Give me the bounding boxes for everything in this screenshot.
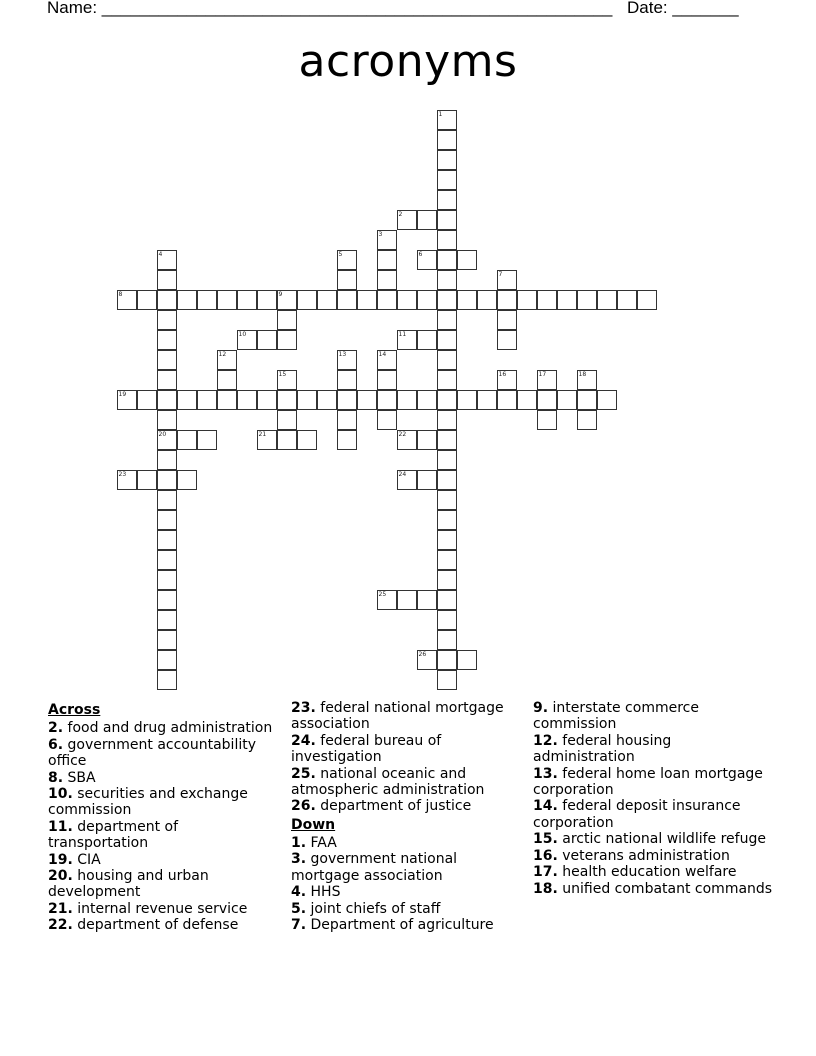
grid-cell[interactable] [457,250,477,270]
clue-text: federal bureau of investigation [291,732,442,766]
name-field[interactable]: Name: ______________________________________________________ [47,0,613,17]
grid-cell[interactable] [377,390,397,410]
grid-cell[interactable] [297,290,317,310]
clue-down-17 [533,864,773,880]
grid-cell[interactable] [377,590,397,610]
clue-text: housing and urban development [48,868,209,901]
grid-cell[interactable] [217,350,237,370]
clue-number: 21. [48,900,73,917]
grid-cell[interactable] [157,310,177,330]
grid-cell[interactable] [337,410,357,430]
grid-cell[interactable] [277,410,297,430]
clue-number: 14. [533,798,558,815]
grid-cell[interactable] [257,390,277,410]
grid-cell[interactable] [337,270,357,290]
grid-cell[interactable] [437,570,457,590]
grid-cell[interactable] [157,510,177,530]
cell-number: 8 [118,290,123,298]
grid-cell[interactable] [157,630,177,650]
cell-number: 20 [158,430,167,438]
cell-number: 14 [378,350,387,358]
grid-cell[interactable] [417,250,437,270]
clue-down-1 [291,835,523,851]
grid-cell[interactable] [637,290,657,310]
grid-cell[interactable] [117,290,137,310]
grid-cell[interactable] [537,370,557,390]
grid-cell[interactable] [437,230,457,250]
clue-text: securities and exchange commission [48,786,248,819]
grid-cell[interactable] [377,250,397,270]
grid-cell[interactable] [417,390,437,410]
grid-cell[interactable] [437,450,457,470]
grid-cell[interactable] [157,650,177,670]
grid-cell[interactable] [337,250,357,270]
cell-number: 9 [278,290,283,298]
grid-cell[interactable] [417,430,437,450]
clue-text: federal home loan mortgage corporation [533,765,763,798]
grid-cell[interactable] [437,150,457,170]
clue-down-5 [291,901,523,917]
grid-cell[interactable] [577,290,597,310]
grid-cell[interactable] [217,370,237,390]
grid-cell[interactable] [157,330,177,350]
grid-cell[interactable] [157,350,177,370]
grid-cell[interactable] [257,290,277,310]
grid-cell[interactable] [117,470,137,490]
cell-number: 12 [218,350,227,358]
grid-cell[interactable] [437,170,457,190]
grid-cell[interactable] [417,470,437,490]
down-heading: Down [291,816,336,833]
clue-number: 18. [533,880,558,897]
grid-cell[interactable] [157,270,177,290]
grid-cell[interactable] [157,430,177,450]
clue-number: 15. [533,831,558,848]
cell-number: 10 [238,330,247,338]
grid-cell[interactable] [317,390,337,410]
grid-cell[interactable] [117,390,137,410]
clue-text: health education welfare [562,864,737,881]
grid-cell[interactable] [277,390,297,410]
grid-cell[interactable] [437,330,457,350]
clue-number: 5. [291,900,307,917]
grid-cell[interactable] [377,370,397,390]
clues-column-3 [533,700,773,897]
grid-cell[interactable] [277,430,297,450]
cell-number: 22 [398,430,407,438]
clue-text: government accountability office [48,736,256,770]
grid-cell[interactable] [437,610,457,630]
grid-cell[interactable] [337,370,357,390]
grid-cell[interactable] [157,670,177,690]
clue-across-2 [48,720,278,736]
grid-cell[interactable] [437,270,457,290]
grid-cell[interactable] [157,470,177,490]
clue-text: department of transportation [48,818,179,852]
grid-cell[interactable] [337,290,357,310]
grid-cell[interactable] [617,290,637,310]
clue-text: unified combatant commands [562,880,773,897]
clue-text: department of justice [320,798,472,815]
clue-text: SBA [67,769,96,786]
grid-cell[interactable] [337,390,357,410]
cell-number: 3 [378,230,383,238]
grid-cell[interactable] [417,650,437,670]
clue-number: 16. [533,847,558,864]
grid-cell[interactable] [397,390,417,410]
grid-cell[interactable] [437,350,457,370]
clue-across-10 [48,786,278,819]
grid-cell[interactable] [157,570,177,590]
grid-cell[interactable] [137,470,157,490]
cell-number: 25 [378,590,387,598]
clue-down-7 [291,917,523,933]
grid-cell[interactable] [497,270,517,290]
grid-cell[interactable] [597,390,617,410]
clue-number: 22. [48,917,73,934]
grid-cell[interactable] [217,290,237,310]
grid-cell[interactable] [297,430,317,450]
clue-down-12 [533,733,773,766]
clue-number: 24. [291,732,316,749]
clue-text: food and drug administration [67,720,273,737]
clue-across-24 [291,733,523,766]
cell-number: 24 [398,470,407,478]
clue-text: internal revenue service [77,900,248,917]
grid-cell[interactable] [177,290,197,310]
grid-cell[interactable] [397,210,417,230]
cell-number: 4 [158,250,163,258]
cell-number: 7 [498,270,503,278]
grid-cell[interactable] [277,290,297,310]
grid-cell[interactable] [157,550,177,570]
grid-cell[interactable] [157,610,177,630]
grid-cell[interactable] [157,390,177,410]
grid-cell[interactable] [437,430,457,450]
cell-number: 15 [278,370,287,378]
clue-text: Department of agriculture [310,917,494,934]
clue-number: 10. [48,786,73,803]
clue-number: 12. [533,732,558,749]
grid-cell[interactable] [437,470,457,490]
grid-cell[interactable] [137,290,157,310]
grid-cell[interactable] [577,410,597,430]
grid-cell[interactable] [397,590,417,610]
grid-cell[interactable] [237,290,257,310]
grid-cell[interactable] [417,330,437,350]
clue-number: 11. [48,818,73,835]
grid-cell[interactable] [277,310,297,330]
clue-number: 20. [48,868,73,885]
grid-cell[interactable] [337,350,357,370]
grid-cell[interactable] [537,290,557,310]
clue-down-3 [291,851,523,884]
grid-cell[interactable] [477,390,497,410]
grid-cell[interactable] [437,510,457,530]
clue-text: federal deposit insurance corporation [533,798,741,831]
grid-cell[interactable] [437,590,457,610]
grid-cell[interactable] [497,390,517,410]
clue-across-22 [48,917,278,933]
grid-cell[interactable] [157,250,177,270]
grid-cell[interactable] [157,490,177,510]
grid-cell[interactable] [197,290,217,310]
grid-cell[interactable] [457,290,477,310]
clue-across-23 [291,700,523,733]
clue-across-21 [48,901,278,917]
clue-number: 2. [48,720,64,737]
grid-cell[interactable] [157,450,177,470]
clue-number: 4. [291,884,307,901]
grid-cell[interactable] [237,390,257,410]
grid-cell[interactable] [397,330,417,350]
clue-number: 19. [48,851,73,868]
grid-cell[interactable] [257,330,277,350]
cell-number: 23 [118,470,127,478]
grid-cell[interactable] [517,290,537,310]
clue-text: arctic national wildlife refuge [562,831,766,848]
grid-cell[interactable] [397,430,417,450]
cell-number: 2 [398,210,403,218]
grid-cell[interactable] [177,390,197,410]
grid-cell[interactable] [437,250,457,270]
across-heading: Across [48,702,101,718]
grid-cell[interactable] [497,330,517,350]
clue-number: 3. [291,851,307,868]
grid-cell[interactable] [477,290,497,310]
grid-cell[interactable] [277,370,297,390]
cell-number: 11 [398,330,407,338]
grid-cell[interactable] [157,590,177,610]
clue-across-8 [48,770,278,786]
clue-text: national oceanic and atmospheric administration [291,765,485,798]
grid-cell[interactable] [397,290,417,310]
cell-number: 19 [118,390,127,398]
grid-cell[interactable] [577,370,597,390]
grid-cell[interactable] [557,390,577,410]
grid-cell[interactable] [237,330,257,350]
cell-number: 18 [578,370,587,378]
clue-text: department of defense [77,917,239,934]
clue-across-26 [291,798,523,814]
cell-number: 5 [338,250,343,258]
cell-number: 1 [438,110,443,118]
grid-cell[interactable] [357,390,377,410]
grid-cell[interactable] [417,590,437,610]
grid-cell[interactable] [537,390,557,410]
grid-cell[interactable] [517,390,537,410]
grid-cell[interactable] [437,130,457,150]
clue-number: 6. [48,736,64,753]
grid-cell[interactable] [437,190,457,210]
grid-cell[interactable] [157,290,177,310]
grid-cell[interactable] [377,270,397,290]
clue-down-14 [533,798,773,831]
grid-cell[interactable] [277,330,297,350]
grid-cell[interactable] [437,550,457,570]
grid-cell[interactable] [437,530,457,550]
cell-number: 21 [258,430,267,438]
clue-number: 7. [291,917,307,934]
grid-cell[interactable] [437,390,457,410]
grid-cell[interactable] [377,410,397,430]
grid-cell[interactable] [157,410,177,430]
clue-down-4 [291,884,523,900]
grid-cell[interactable] [297,390,317,410]
grid-cell[interactable] [377,230,397,250]
clues-column-1 [48,700,278,934]
grid-cell[interactable] [217,390,237,410]
page-title: acronyms [298,36,518,87]
grid-cell[interactable] [337,430,357,450]
clues-column-2 [291,700,523,934]
clue-text: HHS [310,884,341,901]
clue-across-6 [48,737,278,770]
grid-cell[interactable] [597,290,617,310]
clue-text: federal national mortgage association [291,700,504,733]
cell-number: 26 [418,650,427,658]
clue-text: FAA [310,834,337,851]
clue-down-13 [533,766,773,799]
grid-cell[interactable] [157,370,177,390]
grid-cell[interactable] [437,410,457,430]
grid-cell[interactable] [437,370,457,390]
clue-text: federal housing administration [533,732,672,766]
clue-text: interstate commerce commission [533,700,699,733]
clue-number: 17. [533,864,558,881]
date-field[interactable]: Date: _______ [627,0,739,17]
grid-cell[interactable] [497,370,517,390]
cell-number: 17 [538,370,547,378]
grid-cell[interactable] [417,210,437,230]
clue-number: 8. [48,769,64,786]
grid-cell[interactable] [457,390,477,410]
grid-cell[interactable] [557,290,577,310]
grid-cell[interactable] [537,410,557,430]
clue-text: joint chiefs of staff [310,900,441,917]
grid-cell[interactable] [417,290,437,310]
grid-cell[interactable] [437,670,457,690]
grid-cell[interactable] [177,430,197,450]
clue-across-20 [48,868,278,901]
grid-cell[interactable] [437,290,457,310]
grid-cell[interactable] [577,390,597,410]
clue-down-18 [533,881,773,897]
grid-cell[interactable] [437,650,457,670]
grid-cell[interactable] [197,390,217,410]
grid-cell[interactable] [317,290,337,310]
grid-cell[interactable] [137,390,157,410]
grid-cell[interactable] [497,310,517,330]
grid-cell[interactable] [377,290,397,310]
grid-cell[interactable] [437,210,457,230]
clue-down-9 [533,700,773,733]
cell-number: 16 [498,370,507,378]
clue-across-11 [48,819,278,852]
clue-number: 26. [291,798,316,815]
cell-number: 6 [418,250,423,258]
grid-cell[interactable] [437,630,457,650]
clue-number: 9. [533,700,549,716]
clue-down-16 [533,848,773,864]
grid-cell[interactable] [457,650,477,670]
clue-across-25 [291,766,523,799]
clue-text: government national mortgage association [291,851,458,884]
grid-cell[interactable] [497,290,517,310]
grid-cell[interactable] [437,490,457,510]
grid-cell[interactable] [257,430,277,450]
clue-number: 25. [291,765,316,782]
grid-cell[interactable] [437,310,457,330]
crossword-grid [117,110,677,710]
grid-cell[interactable] [437,110,457,130]
clue-down-15 [533,831,773,847]
grid-cell[interactable] [357,290,377,310]
clue-text: veterans administration [562,847,730,864]
grid-cell[interactable] [157,530,177,550]
grid-cell[interactable] [177,470,197,490]
clue-number: 1. [291,834,307,851]
clue-across-19 [48,852,278,868]
cell-number: 13 [338,350,347,358]
grid-cell[interactable] [377,350,397,370]
clue-number: 23. [291,700,316,716]
grid-cell[interactable] [197,430,217,450]
clue-text: CIA [77,851,101,868]
clue-number: 13. [533,765,558,782]
grid-cell[interactable] [397,470,417,490]
